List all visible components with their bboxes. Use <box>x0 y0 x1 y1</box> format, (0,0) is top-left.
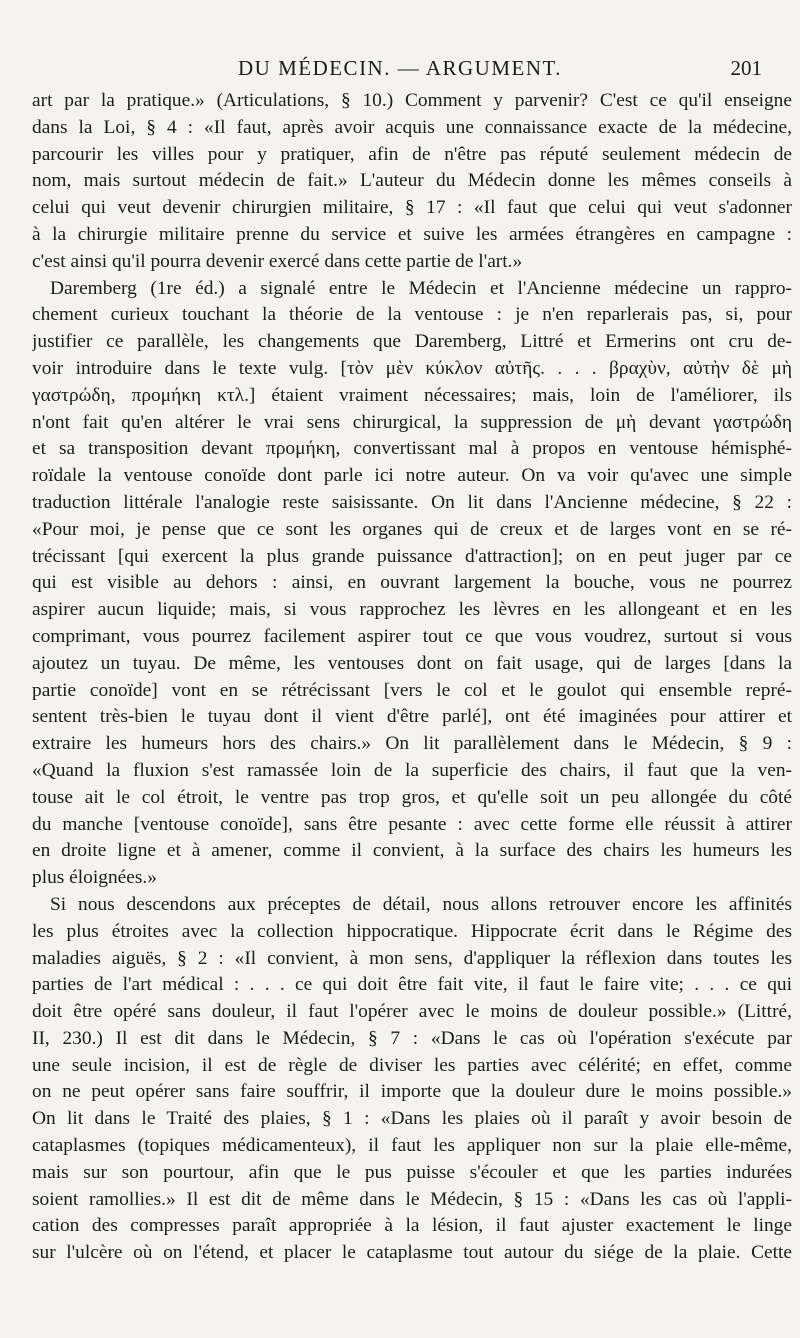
text-line: et sa transposition devant προμήκη, convertissant mal à propos en ventouse hémisphé- <box>32 438 792 460</box>
text-line: «Quand la fluxion s'est ramassée loin de la superficie des chairs, il faut que la ven- <box>32 759 792 781</box>
text-line: parties de l'art médical : . . . ce qui doit être fait vite, il faut le faire vite; . . . ce qui <box>32 974 792 996</box>
text-line: trécissant [qui exercent la plus grande puissance d'attraction]; on en peut juger par ce <box>32 545 792 567</box>
running-title: DU MÉDECIN. — ARGUMENT. <box>237 56 563 80</box>
text-line: parcourir les villes pour y pratiquer, afin de n'être pas réputé seulement médecin de <box>32 143 792 165</box>
text-line: on ne peut opérer sans faire souffrir, il importe que la douleur dure le moins possible.» <box>32 1081 792 1103</box>
text-line: «Pour moi, je pense que ce sont les organes qui de creux et de larges vont en se ré- <box>32 518 792 540</box>
text-line: les plus étroites avec la collection hippocratique. Hippocrate écrit dans le Régime des <box>32 920 792 942</box>
text-line: aspirer aucun liquide; mais, si vous rapprochez les lèvres en les allongeant et en les <box>32 599 792 621</box>
running-header <box>30 56 770 86</box>
text-line: en droite ligne et à amener, comme il convient, à la surface des chairs les humeurs les <box>32 840 792 862</box>
text-line: nom, mais surtout médecin de fait.» L'auteur du Médecin donne les mêmes conseils à <box>32 170 792 192</box>
text-line: cataplasmes (topiques médicamenteux), il faut les appliquer non sur la plaie elle-même, <box>32 1135 792 1157</box>
text-line: justifier ce parallèle, les changements que Daremberg, Littré et Ermerins ont cru de- <box>32 331 792 353</box>
text-line: une seule incision, il est de règle de diviser les parties avec célérité; en effet, comme <box>32 1054 792 1076</box>
text-line: à la chirurgie militaire prenne du service et suive les armées étrangères en campagne : <box>32 223 792 245</box>
text-line: Daremberg (1re éd.) a signalé entre le Médecin et l'Ancienne médecine un rappro- <box>50 277 792 299</box>
text-line: roïdale la ventouse conoïde dont parle ici notre auteur. On va voir qu'avec une simple <box>32 465 792 487</box>
text-line: partie conoïde] vont en se rétrécissant [vers le col et le goulot qui ensemble repré- <box>32 679 792 701</box>
text-line: c'est ainsi qu'il pourra devenir exercé dans cette partie de l'art.» <box>32 250 523 272</box>
body-text <box>32 88 792 1267</box>
text-line: touse ait le col étroit, le ventre pas trop gros, et qu'elle soit un peu allongée du côté <box>32 786 792 808</box>
text-line: doit être opéré sans douleur, il faut l'opérer avec le moins de douleur possible.» (Littré, <box>32 1001 792 1023</box>
text-line: mais sur son pourtour, afin que le pus puisse s'écouler et que les parties indurées <box>32 1161 792 1183</box>
text-line: art par la pratique.» (Articulations, § 10.) Comment y parvenir? C'est ce qu'il enseigne <box>32 90 792 111</box>
text-line: soient ramollies.» Il est dit de même dans le Médecin, § 15 : «Dans les cas où l'appli- <box>32 1188 792 1210</box>
text-line: sur l'ulcère où on l'étend, et placer le cataplasme tout autour du siége de la plaie. Cette <box>32 1242 792 1264</box>
text-line: qui est visible au dehors : ainsi, en ouvrant largement la bouche, vous ne pourrez <box>32 572 792 594</box>
text-line: ajoutez un tuyau. De même, les ventouses dont on fait usage, qui de larges [dans la <box>32 652 792 674</box>
text-line: voir introduire dans le texte vulg. [τὸν μὲν κύκλον αὐτῆς. . . . βραχὺν, αὐτὴν δὲ μὴ <box>32 357 792 379</box>
text-line: sentent très-bien le tuyau dont il vient d'être parlé], ont été imaginées pour attirer et <box>32 706 792 728</box>
text-line: maladies aiguës, § 2 : «Il convient, à mon sens, d'appliquer la réflexion dans toutes les <box>32 947 792 969</box>
text-line: chement curieux touchant la théorie de la ventouse : je n'en reparlerais pas, si, pour <box>32 304 792 326</box>
text-line: On lit dans le Traité des plaies, § 1 : «Dans les plaies où il paraît y avoir besoin de <box>32 1108 792 1130</box>
text-line: celui qui veut devenir chirurgien militaire, § 17 : «Il faut que celui qui veut s'adonner <box>32 197 792 219</box>
text-line: γαστρώδη, προμήκη κτλ.] étaient vraiment nécessaires; mais, loin de l'améliorer, ils <box>32 384 792 406</box>
text-line: cation des compresses paraît appropriée à la lésion, il faut ajuster exactement le linge <box>32 1215 792 1237</box>
text-line: dans la Loi, § 4 : «Il faut, après avoir acquis une connaissance exacte de la médecine, <box>32 116 792 138</box>
text-line: II, 230.) Il est dit dans le Médecin, § 7 : «Dans le cas où l'opération s'exécute par <box>32 1027 792 1049</box>
text-line: du manche [ventouse conoïde], sans être pesante : avec cette forme elle réussit à attirer <box>32 813 792 835</box>
text-line: n'ont fait qu'en altérer le vrai sens chirurgical, la suppression de μὴ devant γαστρώδη <box>32 411 792 433</box>
page-number: 201 <box>730 56 762 80</box>
text-line: plus éloignées.» <box>32 867 157 889</box>
text-line: comprimant, vous pourrez facilement aspirer tout ce que vous voudrez, surtout si vous <box>32 625 792 647</box>
text-line: traduction littérale l'analogie reste saisissante. On lit dans l'Ancienne médecine, § 22 : <box>32 491 792 513</box>
text-line: extraire les humeurs hors des chairs.» On lit parallèlement dans le Médecin, § 9 : <box>32 733 792 755</box>
text-line: Si nous descendons aux préceptes de détail, nous allons retrouver encore les affinités <box>50 893 792 915</box>
